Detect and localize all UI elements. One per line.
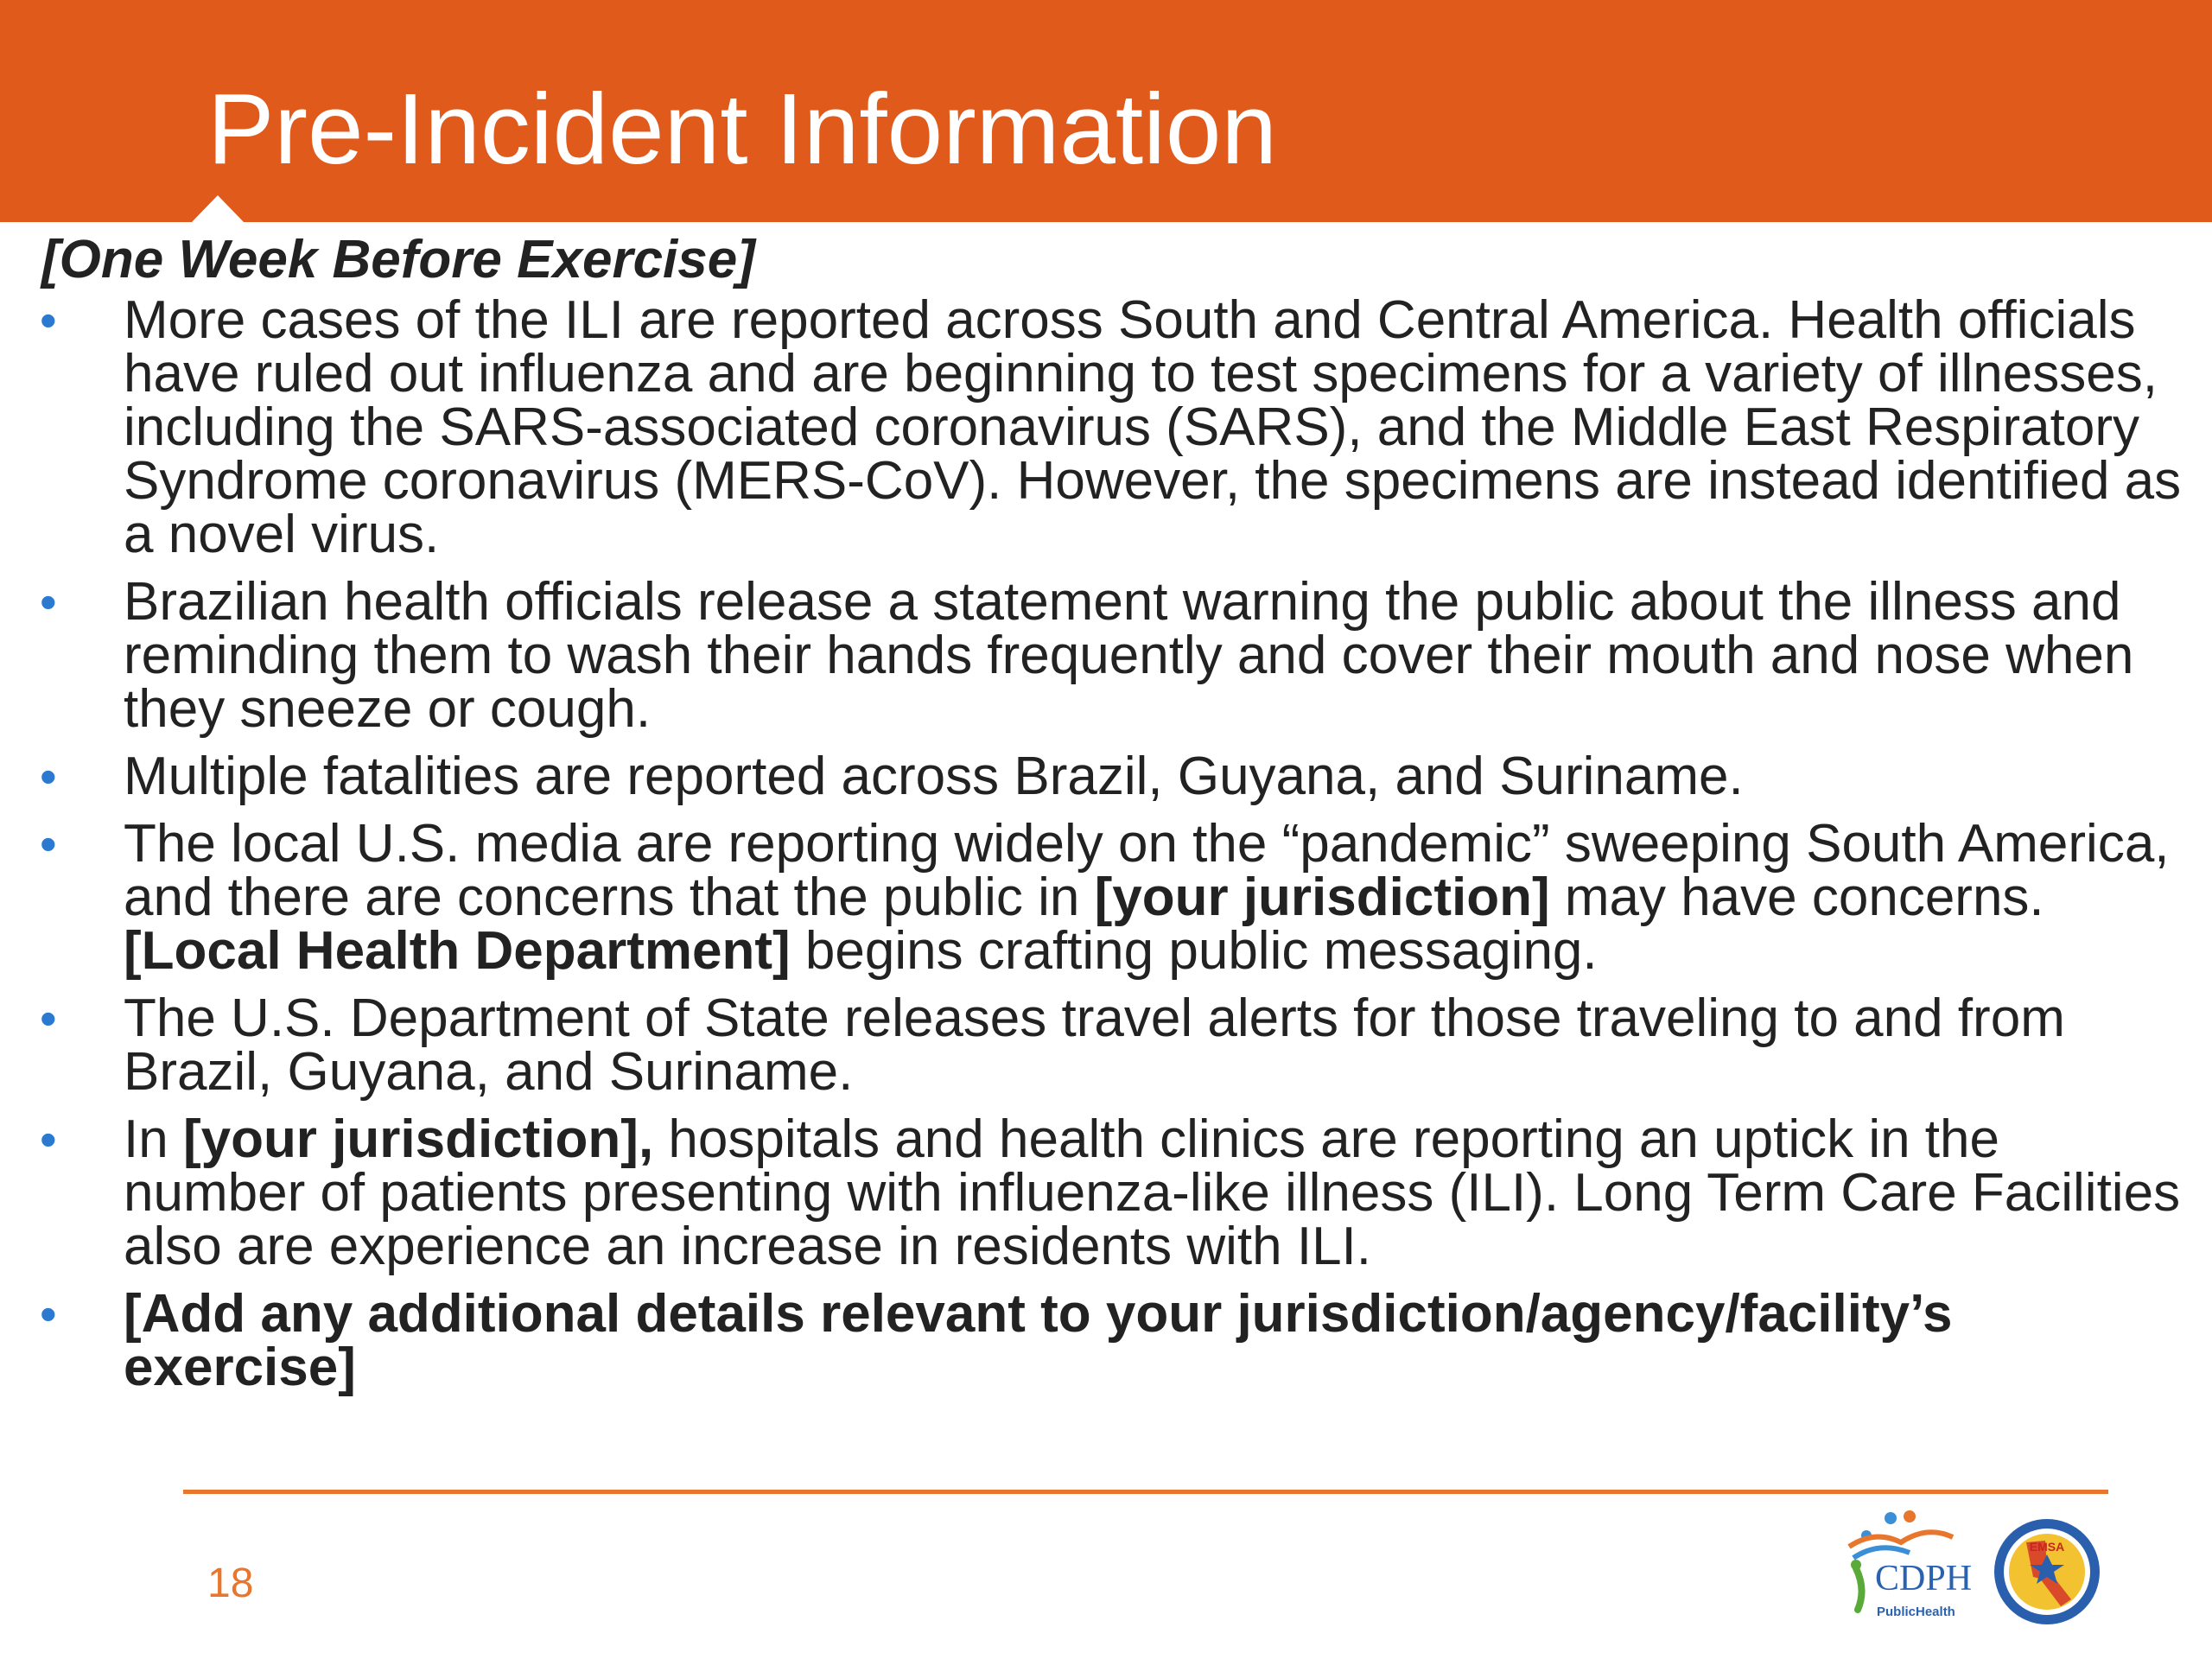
slide-title: Pre-Incident Information (207, 73, 1277, 185)
bullet-text-segment: hospitals and health clinics are reporting an uptick in the number of patients presenting with influenza-like illness (ILI). Long Term Care Facilities also are experience an increase in residents with ILI. (124, 1109, 2181, 1276)
slide-subheading: [One Week Before Exercise] (41, 230, 755, 289)
footer-divider (183, 1490, 2108, 1494)
bullet-text-segment: [your jurisdiction] (1094, 868, 1550, 927)
bullet-item (0, 1109, 2212, 1276)
bullet-text-segment: The U.S. Department of State releases travel alerts for those traveling to and from Brazil, Guyana, and Suriname. (124, 988, 2065, 1102)
bullet-text-segment: [Add any additional details relevant to your jurisdiction/agency/facility’s exercise] (124, 1284, 1953, 1397)
cdph-logo (1840, 1508, 1983, 1620)
bullet-dot-icon: • (40, 293, 57, 347)
bullet-text-segment: [Local Health Department] (124, 921, 791, 981)
bullet-dot-icon: • (40, 991, 57, 1046)
bullet-text-segment: may have concerns. (1549, 868, 2044, 927)
svg-text:EMSA: EMSA (2029, 1540, 2065, 1554)
bullet-dot-icon: • (40, 1112, 57, 1166)
bullet-dot-icon: • (40, 575, 57, 629)
bullet-text-segment: begins crafting public messaging. (790, 921, 1598, 981)
title-bar (0, 0, 2212, 222)
bullet-dot-icon: • (40, 1287, 57, 1341)
bullet-list (0, 290, 2212, 1408)
title-notch (192, 195, 244, 222)
bullet-item (0, 1284, 2212, 1397)
bullet-item (0, 988, 2212, 1102)
bullet-item (0, 814, 2212, 981)
bullet-text-segment: The local U.S. media are reporting widely on the “pandemic” sweeping South America, and there are concerns that the public in (124, 814, 2170, 927)
bullet-text-segment: In (124, 1109, 183, 1169)
bullet-text-segment: More cases of the ILI are reported across South and Central America. Health officials have ruled out influenza and are beginning to test specimens for a variety of illnesses, including the SARS-associated coronavirus (SARS), and the Middle East Respiratory Syndrome coronavirus (MERS-CoV). However, the specimens are instead identified as a novel virus. (124, 290, 2182, 564)
bullet-dot-icon: • (40, 749, 57, 804)
svg-text:CDPH: CDPH (1875, 1559, 1973, 1599)
bullet-item (0, 572, 2212, 739)
bullet-item (0, 290, 2212, 564)
page-number: 18 (207, 1560, 254, 1606)
bullet-text-segment: Multiple fatalities are reported across Brazil, Guyana, and Suriname. (124, 747, 1744, 806)
bullet-dot-icon: • (40, 817, 57, 871)
emsa-seal (1992, 1516, 2102, 1627)
bullet-text-segment: [your jurisdiction], (182, 1109, 654, 1169)
bullet-text-segment: Brazilian health officials release a statement warning the public about the illness and reminding them to wash their hands frequently and cover their mouth and nose when they sneeze or cough. (124, 572, 2134, 739)
svg-text:PublicHealth: PublicHealth (1877, 1605, 1955, 1619)
bullet-item (0, 747, 2212, 806)
